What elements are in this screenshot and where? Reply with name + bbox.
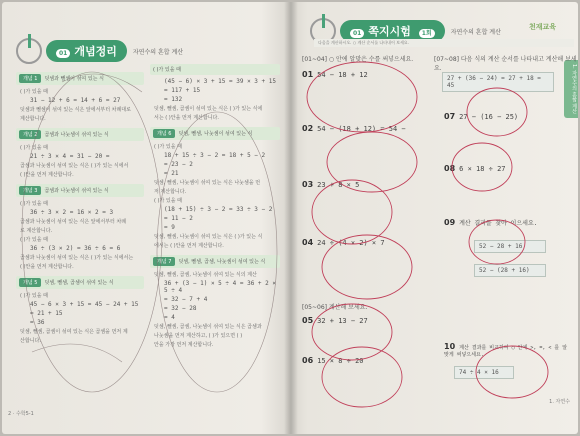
concept-line: 에서는 ( )안을 먼저 계산합니다.: [154, 243, 224, 249]
concept-tag: 개념 3: [19, 186, 41, 195]
concept-heading-bar: [16, 72, 144, 85]
question-expression: 15 × 8 ÷ 20: [317, 357, 364, 365]
concept-line: ( )안을 먼저 계산합니다.: [20, 264, 74, 270]
section-subtitle: 자연수의 혼합 계산: [132, 48, 184, 56]
concept-block: [150, 64, 280, 121]
concept-block: [150, 127, 280, 249]
compare-box: 74 ÷ 4 × 16: [454, 366, 514, 379]
concept-block: [150, 255, 280, 348]
instruction-bar: 다음을 계산하시오. ○ 계산 순서를 나타내어 보세요.: [314, 39, 574, 47]
question-expression: 23 + 8 × 5: [317, 181, 360, 189]
question-number: 10: [444, 342, 456, 351]
concept-line: 덧셈, 뺄셈, 곱셈, 나눗셈이 섞여 있는 식은 곱셈과: [154, 324, 262, 330]
concept-line: 곱셈과 나눗셈이 섞여 있는 식은 ( )가 있는 식에서: [20, 163, 129, 169]
concept-line: 덧셈, 뺄셈, 나눗셈이 섞여 있는 식은 나눗셈을 먼: [154, 180, 261, 186]
concept-heading-bar: [16, 276, 144, 289]
concept-heading: ( )가 있을 때: [153, 67, 181, 73]
question-number: 08: [444, 164, 456, 173]
unit-number: 01: [350, 29, 364, 38]
concept-tag: 개념 2: [19, 130, 41, 139]
unit-number: 01: [56, 49, 70, 58]
section-title-pill: [46, 40, 127, 62]
concept-heading: 덧셈과 뺄셈이 섞여 있는 식: [44, 76, 104, 82]
concept-line: 덧셈, 뺄셈, 곱셈, 나눗셈이 섞여 있는 식의 계산: [154, 272, 257, 278]
question-expression: 계산 결과를 찾아 이으세요.: [459, 220, 538, 227]
left-column-1: [16, 72, 144, 350]
concept-line: = 23 − 2: [164, 161, 193, 168]
concept-line: 덧셈, 뺄셈, 곱셈이 섞여 있는 식은 곱셈을 먼저 계: [20, 329, 128, 335]
concept-line: 계산합니다.: [20, 116, 46, 122]
concept-line: ( )가 있을 때: [20, 237, 48, 243]
example-box: 27 + (36 − 24) = 27 + 18 = 45: [442, 72, 554, 92]
question-number: 07: [444, 112, 456, 121]
concept-line: = 32 − 28: [164, 305, 197, 312]
question-02: [302, 124, 406, 133]
concept-heading-bar: [150, 127, 280, 140]
question-05: [302, 316, 368, 325]
round-badge: 1회: [419, 29, 435, 38]
concept-line: ( )가 있을 때: [154, 144, 182, 150]
concept-line: ( )안을 먼저 계산합니다.: [20, 172, 74, 178]
concept-line: ( )가 있을 때: [20, 89, 48, 95]
left-header: [16, 38, 183, 64]
concept-line: ( )가 있을 때: [20, 201, 48, 207]
concept-line: 45 − 6 × 3 + 15 = 45 − 24 + 15: [30, 301, 139, 308]
concept-line: = 132: [164, 96, 183, 103]
question-number: 09: [444, 218, 456, 227]
concept-heading: 곱셈과 나눗셈이 섞여 있는 식: [44, 132, 109, 138]
concept-line: = 11 − 2: [164, 215, 193, 222]
concept-tag: 개념 6: [153, 129, 175, 138]
match-box-2: 52 − (28 + 16): [474, 264, 546, 277]
concept-line: 안을 가장 먼저 계산합니다.: [154, 342, 214, 348]
concept-heading-bar: [16, 184, 144, 197]
concept-line: 덧셈과 뺄셈이 섞여 있는 식은 앞에서부터 차례대로: [20, 107, 131, 113]
question-09: [444, 218, 537, 227]
concept-heading: 덧셈, 뺄셈, 나눗셈이 섞여 있는 식: [178, 131, 253, 137]
concept-heading-bar: [150, 255, 280, 268]
open-book: [2, 2, 578, 434]
quiz-title: 쪽지시험: [368, 25, 411, 38]
question-number: 04: [302, 238, 314, 247]
question-expression: 계산 결과를 비교하여 ○ 안에 >, =, < 를 알맞게 써넣으세요.: [444, 345, 568, 358]
concept-heading-bar: [150, 64, 280, 75]
concept-line: (18 + 15) ÷ 3 − 2 = 33 ÷ 3 − 2: [164, 206, 273, 213]
concept-block: [16, 184, 144, 270]
question-10: [444, 342, 568, 358]
right-page: [294, 2, 578, 434]
group-heading-1: [01~04] ○ 안에 알맞은 수를 써넣으세요.: [302, 56, 414, 63]
brand-logo: 천재교육: [528, 23, 556, 31]
concept-line: (45 − 6) × 3 + 15 = 39 × 3 + 15: [164, 78, 276, 85]
concept-line: 저 계산합니다.: [154, 189, 187, 195]
concept-line: 곱셈과 나눗셈이 섞여 있는 식은 앞에서부터 차례: [20, 219, 127, 225]
question-expression: 24 ÷ (4 × 2) × 7: [317, 239, 385, 247]
question-06: [302, 356, 364, 365]
concept-block: [16, 72, 144, 122]
question-number: 02: [302, 124, 314, 133]
concept-line: = 32 − 7 + 4: [164, 296, 208, 303]
question-expression: 6 × 18 ÷ 27: [459, 165, 506, 173]
question-expression: 54 − 18 + 12: [317, 71, 368, 79]
logo-icon: [16, 38, 42, 64]
concept-line: 나눗셈을 먼저 계산하고, ( )가 있으면 ( ): [154, 333, 243, 339]
concept-line: = 21: [164, 170, 179, 177]
section-title: 개념정리: [74, 45, 117, 58]
group-heading-3: [07~08] 다음 식의 계산 순서를 나타내고 계산해 보세요.: [434, 56, 577, 72]
concept-line: 36 ÷ (3 × 2) = 36 ÷ 6 = 6: [30, 245, 121, 252]
concept-line: = 36: [30, 319, 45, 326]
concept-line: 21 ÷ 3 × 4 = 31 − 20 =: [30, 153, 110, 160]
left-column-2: [150, 64, 280, 354]
concept-line: ( )가 있을 때: [20, 293, 48, 299]
concept-block: [16, 128, 144, 178]
concept-line: 31 − 12 + 6 = 14 + 6 = 27: [30, 97, 121, 104]
question-number: 05: [302, 316, 314, 325]
concept-tag: 개념 1: [19, 74, 41, 83]
concept-heading: 덧셈, 뺄셈, 곱셈, 나눗셈이 섞여 있는 식: [178, 259, 266, 265]
concept-heading: 곱셈과 나눗셈이 섞여 있는 식: [44, 188, 109, 194]
left-page: [2, 2, 288, 434]
question-04: [302, 238, 385, 247]
concept-line: = 21 + 15: [30, 310, 63, 317]
concept-line: 로 계산합니다.: [20, 228, 53, 234]
concept-line: 산합니다.: [20, 338, 41, 344]
question-01: [302, 70, 368, 79]
concept-line: = 4: [164, 314, 175, 321]
concept-line: 덧셈, 뺄셈, 곱셈이 섞여 있는 식은 ( )가 있는 식에: [154, 106, 263, 112]
concept-tag: 개념 5: [19, 278, 41, 287]
concept-line: 18 + 15 ÷ 3 − 2 = 18 + 5 − 2: [164, 152, 266, 159]
concept-tag: 개념 7: [153, 257, 175, 266]
chapter-side-tab: 1. 자연수의 혼합 계산: [564, 60, 578, 118]
right-page-number: 1. 자연수: [549, 399, 570, 405]
concept-line: 36 + (3 − 1) × 5 ÷ 4 = 36 + 2 × 5 ÷ 4: [164, 280, 276, 294]
quiz-subtitle: 자연수의 혼합 계산: [450, 28, 501, 36]
concept-line: ( )가 있을 때: [20, 145, 48, 151]
concept-heading-bar: [16, 128, 144, 141]
question-08: [444, 164, 506, 173]
question-expression: 54 − (18 + 12) = 54 −: [317, 125, 406, 133]
question-number: 01: [302, 70, 314, 79]
concept-line: ( )가 있을 때: [154, 198, 182, 204]
concept-block: [16, 276, 144, 344]
concept-line: 곱셈과 나눗셈이 섞여 있는 식은 ( )가 있는 식에서는: [20, 255, 134, 261]
concept-line: 서는 ( )안을 먼저 계산합니다.: [154, 115, 219, 121]
question-expression: 32 + 13 − 27: [317, 317, 368, 325]
match-box-1: 52 − 28 + 16: [474, 240, 546, 253]
left-page-number: 2 · 수학5-1: [8, 411, 34, 417]
concept-line: = 117 + 15: [164, 87, 201, 94]
question-07: [444, 112, 518, 121]
question-expression: 27 − (16 − 25): [459, 113, 519, 121]
concept-line: 36 ÷ 3 × 2 = 16 × 2 = 3: [30, 209, 114, 216]
concept-heading: 덧셈, 뺄셈, 곱셈이 섞여 있는 식: [44, 280, 114, 286]
question-number: 03: [302, 180, 314, 189]
concept-line: = 9: [164, 224, 175, 231]
concept-line: 덧셈, 뺄셈, 나눗셈이 섞여 있는 식은 ( )가 있는 식: [154, 234, 263, 240]
question-03: [302, 180, 359, 189]
group-heading-2: [05~06] 계산해 보세요.: [302, 304, 368, 311]
question-number: 06: [302, 356, 314, 365]
